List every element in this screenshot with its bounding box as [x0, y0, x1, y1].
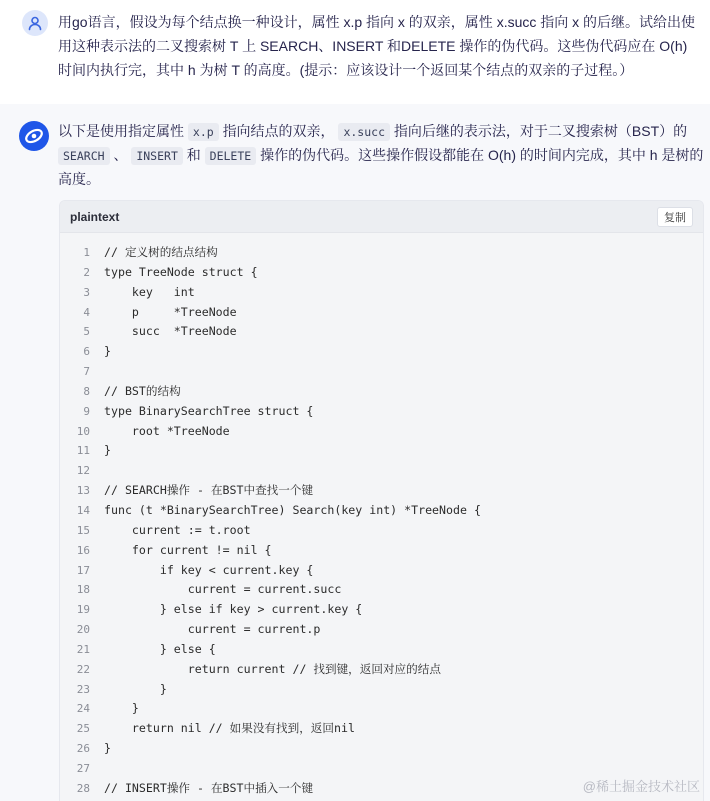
intro-text-6: 操作的伪代码。这些操作假设都能在 O(h) 的时间内完成，其中 h 是树的高度。 — [58, 147, 704, 187]
copy-code-button[interactable]: 复制 — [657, 207, 693, 227]
code-line — [60, 739, 703, 759]
line-content: } — [104, 443, 111, 458]
line-number: 9 — [83, 404, 90, 418]
intro-text-4: 、 — [113, 147, 128, 163]
line-number: 22 — [76, 662, 90, 676]
line-content: current = current.p — [104, 622, 321, 637]
line-number: 2 — [83, 265, 90, 279]
code-line — [60, 283, 703, 303]
line-number: 19 — [76, 603, 90, 617]
line-number: 4 — [83, 305, 90, 319]
code-line — [60, 521, 703, 541]
inline-code-insert: INSERT — [131, 147, 183, 165]
code-block — [59, 200, 704, 801]
line-content — [90, 362, 104, 382]
line-content: p *TreeNode — [104, 304, 237, 319]
code-line — [60, 243, 703, 263]
user-icon — [27, 15, 43, 31]
line-content: return current // 找到键，返回对应的结点 — [104, 661, 441, 676]
code-line — [60, 461, 703, 481]
code-line — [60, 422, 703, 442]
inline-code-xp: x.p — [188, 123, 219, 141]
code-line — [60, 481, 703, 501]
line-number: 18 — [76, 583, 90, 597]
line-content: } — [104, 741, 111, 756]
line-number: 26 — [76, 742, 90, 756]
line-content: // BST的结构 — [104, 383, 181, 398]
line-content: } else if key > current.key { — [104, 602, 363, 617]
line-number: 14 — [76, 503, 90, 517]
line-content: root *TreeNode — [104, 423, 230, 438]
line-content: key int — [104, 284, 195, 299]
code-language-label: plaintext — [70, 210, 120, 224]
line-content: return nil // 如果没有找到，返回nil — [104, 721, 355, 736]
line-content: type TreeNode struct { — [104, 264, 258, 279]
user-avatar — [22, 10, 48, 36]
line-number: 6 — [83, 345, 90, 359]
line-number: 27 — [76, 761, 90, 775]
line-content: type BinarySearchTree struct { — [104, 403, 314, 418]
line-content: } — [104, 344, 111, 359]
line-number: 21 — [76, 642, 90, 656]
line-content: // 定义树的结点结构 — [104, 245, 218, 259]
code-line — [60, 501, 703, 521]
line-content: // INSERT操作 - 在BST中插入一个键 — [104, 780, 314, 795]
user-message — [0, 0, 710, 104]
code-line — [60, 362, 703, 382]
line-number: 7 — [83, 365, 90, 379]
code-line — [60, 441, 703, 461]
code-line — [60, 680, 703, 700]
inline-code-xsucc: x.succ — [338, 123, 390, 141]
line-content: for current != nil { — [104, 542, 272, 557]
line-number: 3 — [83, 285, 90, 299]
line-number: 24 — [76, 702, 90, 716]
code-line — [60, 322, 703, 342]
code-line — [60, 600, 703, 620]
line-number: 23 — [76, 682, 90, 696]
line-content: if key < current.key { — [104, 562, 314, 577]
code-line — [60, 342, 703, 362]
line-content: succ *TreeNode — [104, 324, 237, 339]
watermark: @稀土掘金技术社区 — [582, 779, 700, 794]
intro-text-5: 和 — [186, 147, 201, 163]
line-number: 20 — [76, 623, 90, 637]
line-number: 5 — [83, 325, 90, 339]
inline-code-search: SEARCH — [58, 147, 110, 165]
code-line — [60, 303, 703, 323]
line-number: 13 — [76, 484, 90, 498]
code-line — [60, 561, 703, 581]
code-line — [60, 263, 703, 283]
line-number: 1 — [83, 246, 90, 259]
code-line — [60, 699, 703, 719]
line-content: } else { — [104, 641, 216, 656]
line-number: 12 — [76, 464, 90, 478]
code-line — [60, 541, 703, 561]
line-content: current := t.root — [104, 522, 251, 537]
line-content: } — [104, 681, 167, 696]
code-body — [60, 243, 703, 799]
line-content — [90, 461, 104, 481]
code-line — [60, 382, 703, 402]
line-number: 25 — [76, 722, 90, 736]
intro-text-3: 指向后继的表示法，对于二叉搜索树（BST）的 — [393, 123, 688, 139]
line-content: } — [104, 701, 139, 716]
code-line — [60, 580, 703, 600]
code-line — [60, 620, 703, 640]
line-content: func (t *BinarySearchTree) Search(key int) *TreeNode { — [104, 502, 481, 517]
intro-text-1: 以下是使用指定属性 — [58, 123, 184, 139]
code-line — [60, 402, 703, 422]
line-content: current = current.succ — [104, 582, 342, 597]
user-message-text: 用go语言，假设为每个结点换一种设计，属性 x.p 指向 x 的双亲，属性 x.succ 指向 x 的后继。试给出使用这种表示法的二叉搜索树 T 上 SEARCH、INSERT 和DELETE 操作的伪代码。这些伪代码应在 O(h) 时间内执行完，其中 h 为树 T 的高度。(提示：应该设计一个返回某个结点的双亲的子过程。） — [58, 14, 696, 78]
inline-code-delete: DELETE — [205, 147, 257, 165]
assistant-intro-text — [58, 120, 704, 191]
line-number: 10 — [76, 424, 90, 438]
code-line — [60, 719, 703, 739]
line-content — [90, 759, 104, 779]
line-number: 17 — [76, 563, 90, 577]
line-number: 8 — [83, 384, 90, 398]
line-number: 11 — [76, 444, 90, 458]
assistant-avatar — [19, 121, 49, 151]
line-number: 15 — [76, 523, 90, 537]
line-content: // SEARCH操作 - 在BST中查找一个键 — [104, 483, 314, 498]
line-number: 28 — [76, 781, 90, 795]
intro-text-2: 指向结点的双亲， — [222, 123, 335, 139]
code-line — [60, 640, 703, 660]
code-block-header — [60, 201, 703, 233]
line-number: 16 — [76, 543, 90, 557]
code-line — [60, 660, 703, 680]
bot-logo-icon — [23, 125, 45, 147]
